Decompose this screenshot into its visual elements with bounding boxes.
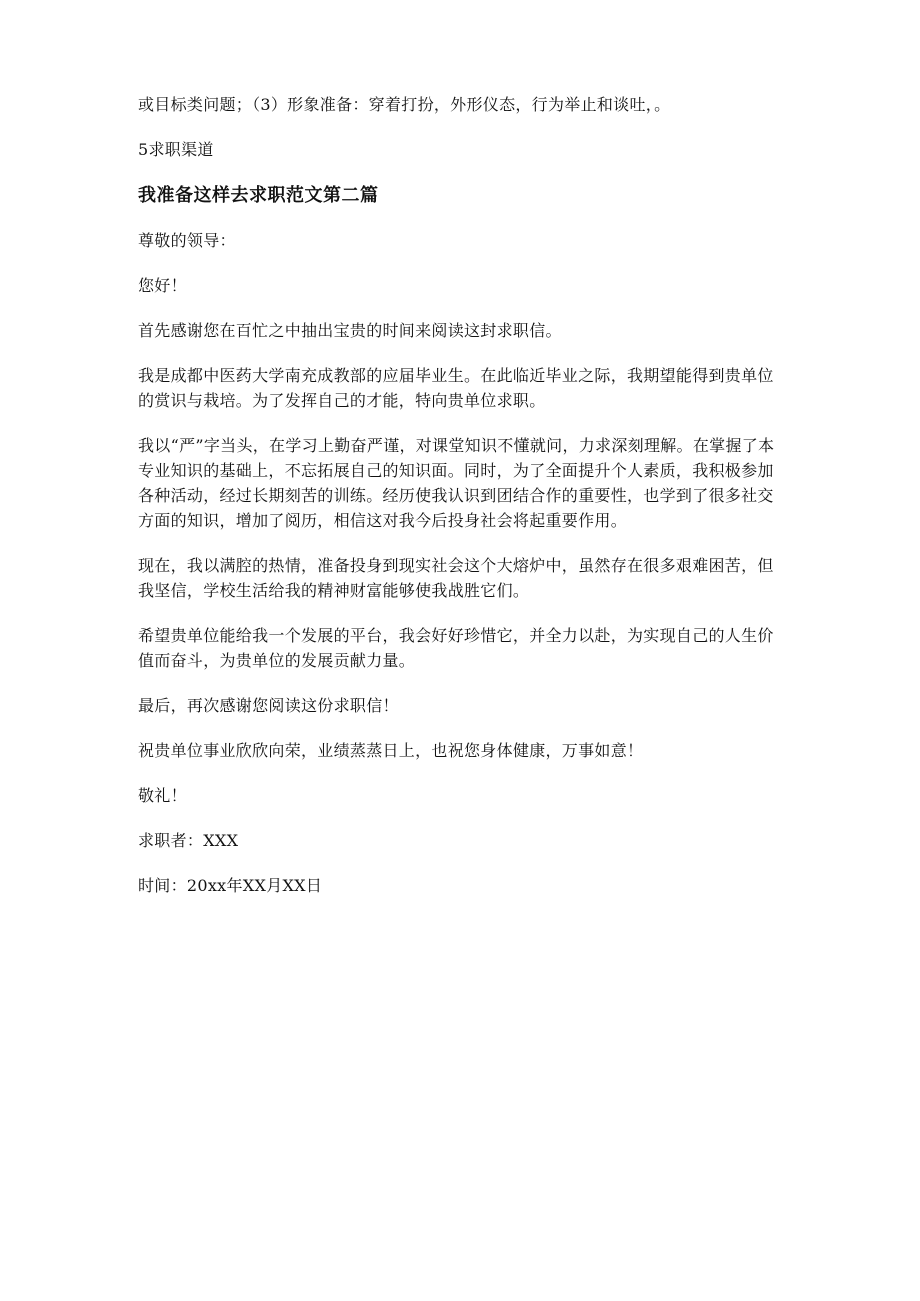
body-paragraph-7: 祝贵单位事业欣欣向荣，业绩蒸蒸日上，也祝您身体健康，万事如意！ bbox=[138, 741, 644, 760]
date-line: 时间：20xx年XX月XX日 bbox=[138, 876, 323, 895]
closing: 敬礼！ bbox=[138, 786, 187, 805]
document-title: 我准备这样去求职范文第二篇 bbox=[138, 185, 379, 206]
body-paragraph-1: 首先感谢您在百忙之中抽出宝贵的时间来阅读这封求职信。 bbox=[138, 321, 562, 340]
body-paragraph-6: 最后，再次感谢您阅读这份求职信！ bbox=[138, 696, 399, 715]
signature: 求职者：XXX bbox=[138, 831, 239, 850]
body-paragraph-3: 我以“严”字当头，在学习上勤奋严谨，对课堂知识不懂就问，力求深刻理解。在掌握了本专业知识的基础上，不忘拓展自己的知识面。同时，为了全面提升个人素质，我积极参加各种活动，经过长期刻苦的训练。经历使我认识到团结合作的重要性，也学到了很多社交方面的知识，增加了阅历，相信这对我今后投身社会将起重要作用。 bbox=[138, 436, 775, 530]
body-paragraph-2: 我是成都中医药大学南充成教部的应届毕业生。在此临近毕业之际，我期望能得到贵单位的赏识与栽培。为了发挥自己的才能，特向贵单位求职。 bbox=[138, 366, 774, 410]
intro-line: 或目标类问题；（3）形象准备：穿着打扮，外形仪态，行为举止和谈吐，。 bbox=[138, 95, 671, 114]
body-paragraph-5: 希望贵单位能给我一个发展的平台，我会好好珍惜它，并全力以赴，为实现自己的人生价值而奋斗，为贵单位的发展贡献力量。 bbox=[138, 626, 774, 670]
salutation: 尊敬的领导： bbox=[138, 231, 236, 250]
section-label: 5求职渠道 bbox=[138, 140, 214, 159]
body-paragraph-4: 现在，我以满腔的热情，准备投身到现实社会这个大熔炉中，虽然存在很多艰难困苦，但我坚信，学校生活给我的精神财富能够使我战胜它们。 bbox=[138, 556, 774, 600]
greeting: 您好！ bbox=[138, 276, 187, 295]
document-page bbox=[138, 92, 778, 918]
